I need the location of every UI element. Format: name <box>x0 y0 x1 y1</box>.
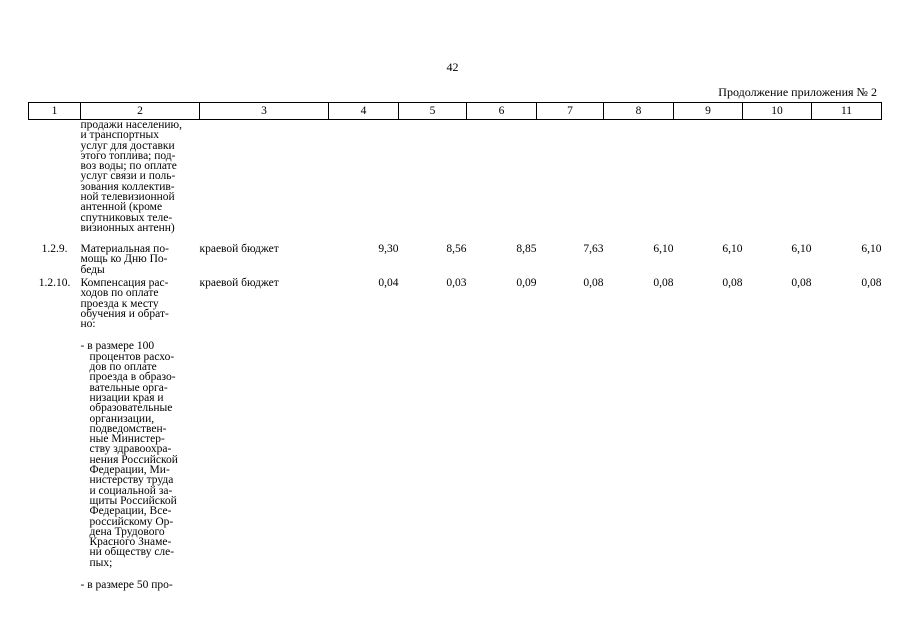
row-source: краевой бюджет <box>199 277 279 289</box>
table-row <box>29 244 882 278</box>
value-cell: 0,08 <box>653 277 674 289</box>
row-description <box>81 120 200 245</box>
continuation-label: Продолжение приложения № 2 <box>718 85 877 99</box>
header-col-8: 8 <box>604 103 674 120</box>
value-cell: 8,56 <box>446 243 467 255</box>
description-text: Материальная по- мощь ко Дню По- беды <box>80 243 169 276</box>
table-row <box>29 278 882 590</box>
value-cell <box>743 120 812 245</box>
value-cell <box>674 120 743 245</box>
value-cell: 9,30 <box>378 243 399 255</box>
value-cell: 6,10 <box>722 243 743 255</box>
value-cell: 7,63 <box>583 243 604 255</box>
value-cell <box>537 120 604 245</box>
header-col-5: 5 <box>399 103 467 120</box>
header-col-10: 10 <box>743 103 812 120</box>
sub-item-100-percent <box>81 341 200 568</box>
value-cell: 6,10 <box>861 243 882 255</box>
row-source <box>200 120 329 245</box>
header-col-2: 2 <box>81 103 200 120</box>
row-source: краевой бюджет <box>199 243 279 255</box>
description-text: Компенсация рас- ходов по оплате проезда к месту обучения и обрат- но: <box>80 277 169 331</box>
value-cell <box>467 120 537 245</box>
row-description <box>81 278 200 590</box>
value-cell <box>329 120 399 245</box>
header-col-4: 4 <box>329 103 399 120</box>
header-col-11: 11 <box>812 103 882 120</box>
value-cell: 6,10 <box>653 243 674 255</box>
value-cell: 8,85 <box>516 243 537 255</box>
header-row <box>29 103 882 120</box>
header-col-7: 7 <box>537 103 604 120</box>
row-number: 1.2.10. <box>38 277 71 289</box>
value-cell: 0,09 <box>516 277 537 289</box>
value-cell: 0,08 <box>861 277 882 289</box>
value-cell: 6,10 <box>791 243 812 255</box>
value-cell: 0,08 <box>722 277 743 289</box>
page-number: 42 <box>446 60 459 74</box>
header-col-3: 3 <box>200 103 329 120</box>
table-row <box>29 120 882 245</box>
value-cell <box>604 120 674 245</box>
value-cell: 0,03 <box>446 277 467 289</box>
value-cell: 0,04 <box>378 277 399 289</box>
sub-item-first-line: - в размере 50 про- <box>80 579 173 592</box>
row-number: 1.2.9. <box>41 243 68 255</box>
sub-item-50-percent <box>81 580 200 590</box>
header-col-6: 6 <box>467 103 537 120</box>
appendix-table <box>28 102 882 590</box>
description-text: продажи населению, и транспортных услуг для доставки этого топлива; под- воз воды; по оплате услуг связи и поль- зования коллектив- ной телевизионной антенной (кроме спутниковых теле- визионных антенн) <box>80 119 182 234</box>
value-cell <box>399 120 467 245</box>
row-description <box>81 244 200 278</box>
value-cell: 0,08 <box>791 277 812 289</box>
value-cell <box>812 120 882 245</box>
header-col-9: 9 <box>674 103 743 120</box>
value-cell: 0,08 <box>583 277 604 289</box>
sub-item-text: процентов расхо- дов по оплате проезда в образо- вательные орга- низации края и образовательные организации, подведомствен- ные Министер- ству здравоохра- нения Российской Федерации, Ми- нистерству труда и социальной за- щиты Российской Федерации, Все- российскому Ор- дена Трудового Красного Знаме- ни обществу сле- пых; <box>89 350 178 569</box>
row-number <box>29 120 81 245</box>
header-col-1: 1 <box>29 103 81 120</box>
sub-item-first-line: - в размере 100 <box>80 340 155 353</box>
